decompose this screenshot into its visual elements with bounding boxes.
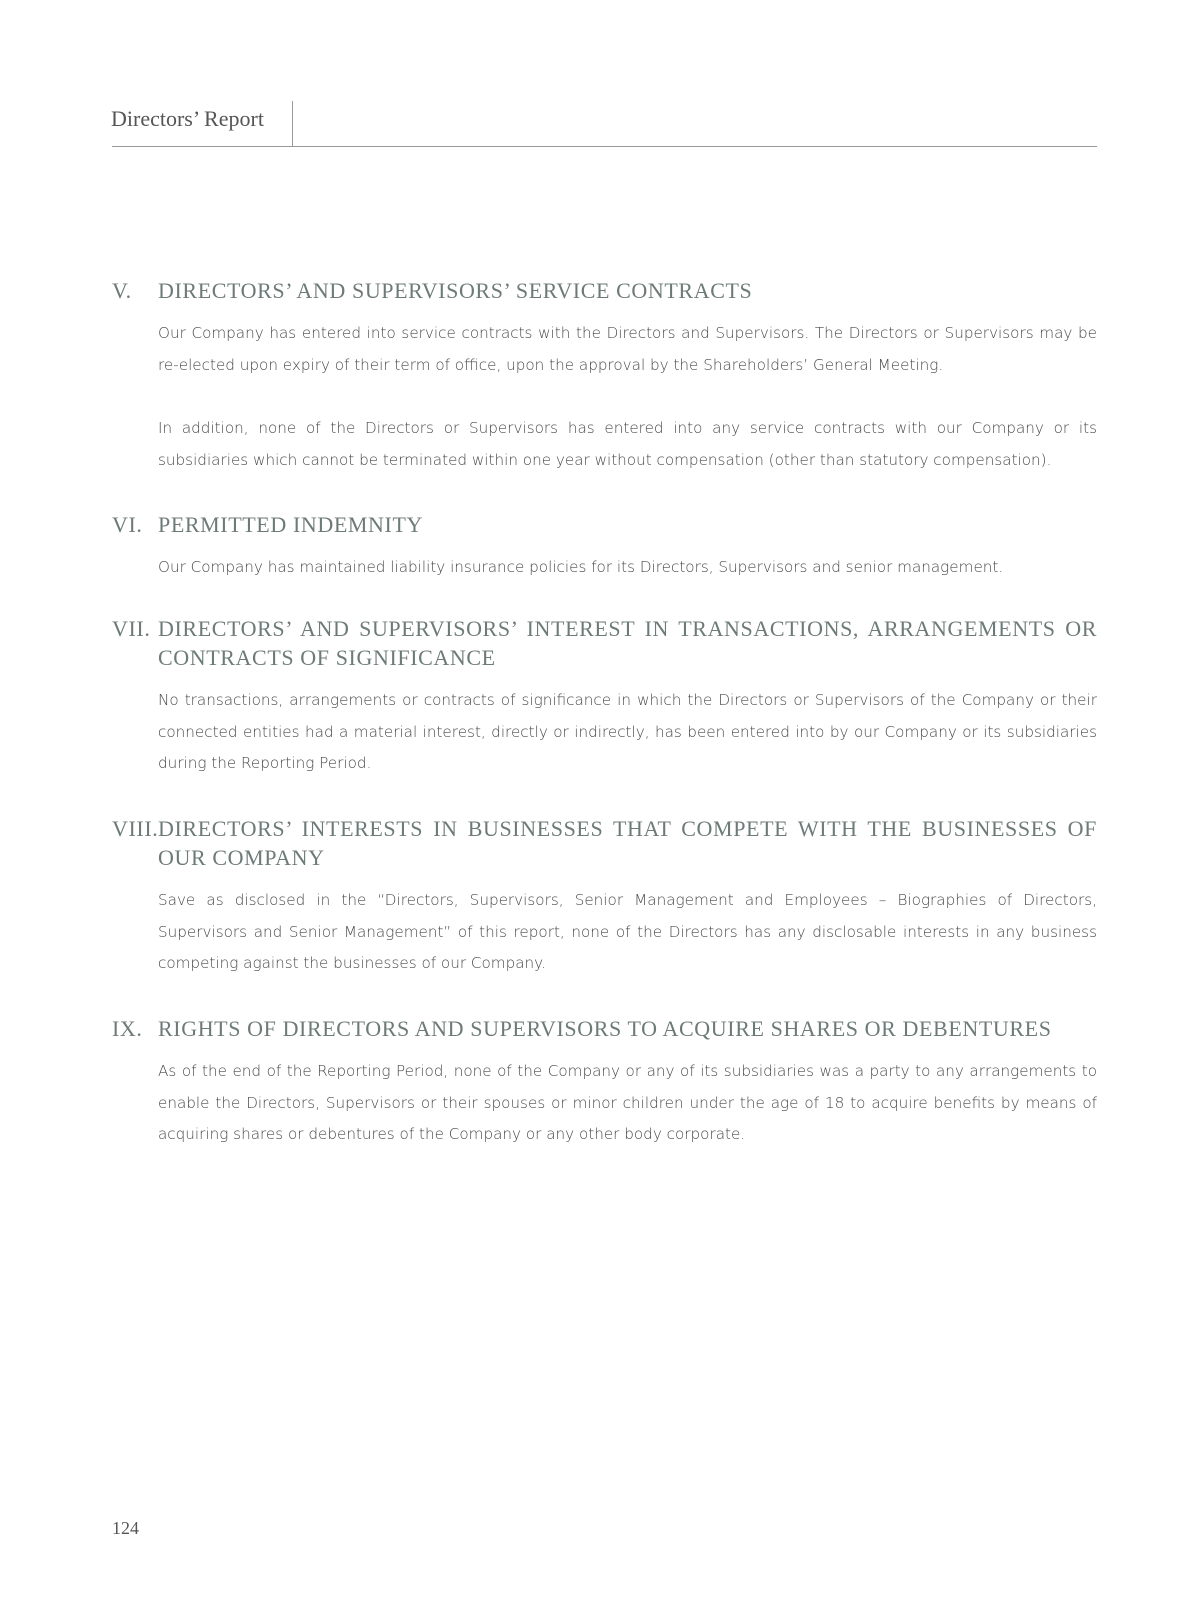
header-divider-vertical xyxy=(292,101,293,146)
section-ix xyxy=(112,1014,1097,1151)
section-heading: VII. DIRECTORS’ AND SUPERVISORS’ INTEREST IN TRANSACTIONS, ARRANGEMENTS OR CONTRACTS OF SIGNIFICANCE xyxy=(112,616,1097,670)
header-rule xyxy=(112,146,1097,147)
paragraph: In addition, none of the Directors or Supervisors has entered into any service contracts with our Company or its subsidiaries which cannot be terminated within one year without compensation (other than statutory compensation). xyxy=(158,419,1097,469)
section-vi xyxy=(112,510,1097,584)
section-heading: VIII. DIRECTORS’ INTERESTS IN BUSINESSES THAT COMPETE WITH THE BUSINESSES OF OUR COMPANY xyxy=(112,816,1097,870)
section-heading: IX. RIGHTS OF DIRECTORS AND SUPERVISORS TO ACQUIRE SHARES OR DEBENTURES xyxy=(112,1016,1052,1041)
paragraph: No transactions, arrangements or contracts of significance in which the Directors or Supervisors of the Company or their connected entities had a material interest, directly or indirectly, has been entered into by our Company or its subsidiaries during the Reporting Period. xyxy=(158,691,1097,772)
paragraph: As of the end of the Reporting Period, none of the Company or any of its subsidiaries was a party to any arrangements to enable the Directors, Supervisors or their spouses or minor children under the age of 18 to acquire benefits by means of acquiring shares or debentures of the Company or any other body corporate. xyxy=(158,1062,1097,1143)
section-v xyxy=(112,276,1097,476)
page-number: 124 xyxy=(112,1518,139,1538)
section-vii xyxy=(112,614,1097,780)
paragraph: Our Company has entered into service contracts with the Directors and Supervisors. The Directors or Supervisors may be re-elected upon expiry of their term of office, upon the approval by the Shareholders’ General Meeting. xyxy=(158,324,1097,374)
paragraph: Save as disclosed in the “Directors, Supervisors, Senior Management and Employees – Biographies of Directors, Supervisors and Senior Management” of this report, none of the Directors has any disclosable interests in any business competing against the businesses of our Company. xyxy=(158,891,1097,972)
section-heading: V. DIRECTORS’ AND SUPERVISORS’ SERVICE CONTRACTS xyxy=(112,278,753,303)
section-heading: VI. PERMITTED INDEMNITY xyxy=(112,512,423,537)
running-header-title: Directors’ Report xyxy=(111,106,264,131)
section-viii xyxy=(112,814,1097,980)
paragraph: Our Company has maintained liability insurance policies for its Directors, Supervisors and senior management. xyxy=(158,558,1004,576)
